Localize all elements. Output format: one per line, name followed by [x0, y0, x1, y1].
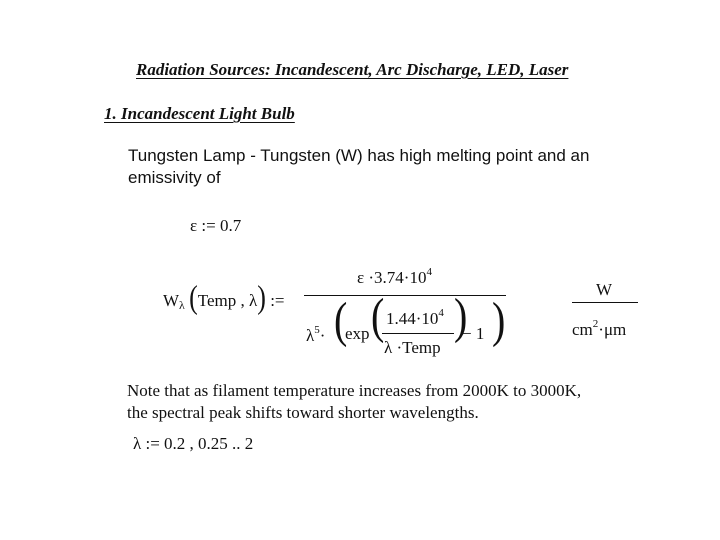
- units-numerator: W: [596, 280, 613, 299]
- lhs-w: W: [163, 291, 180, 310]
- lhs-lambda-subscript: λ: [179, 298, 185, 312]
- minus-one: − 1: [462, 324, 485, 343]
- inner-numerator-exponent: 4: [438, 307, 444, 319]
- big-open-paren: (: [334, 291, 348, 348]
- inner-fraction-bar: [382, 333, 454, 334]
- numerator-exponent: 4: [426, 266, 432, 278]
- note-paragraph: [127, 380, 581, 424]
- lhs-close-paren: ): [257, 279, 266, 316]
- intro-paragraph: [128, 145, 589, 189]
- inner-close-paren: ): [454, 287, 468, 344]
- inner-numerator: [386, 307, 444, 329]
- formula-numerator: [357, 266, 432, 288]
- units-cm-exponent: 2: [592, 318, 599, 330]
- lhs-arguments: Temp , λ: [197, 291, 258, 310]
- units-denominator: [572, 318, 626, 340]
- inner-open-paren: (: [371, 287, 385, 344]
- inner-denominator: λ ·Temp: [384, 338, 441, 357]
- intro-line-2: emissivity of: [128, 168, 221, 187]
- big-close-paren: ): [492, 291, 506, 348]
- denominator-dot: ·: [319, 326, 326, 345]
- denominator-lambda-symbol: λ: [306, 326, 315, 345]
- units-fraction-bar: [572, 302, 638, 303]
- note-line-2: the spectral peak shifts toward shorter wavelengths.: [127, 403, 479, 422]
- assign-operator: :=: [270, 291, 285, 310]
- units-cm: cm: [572, 320, 593, 339]
- numerator-text: ε ·3.74·10: [357, 268, 427, 287]
- formula-lhs: [163, 279, 285, 316]
- slide-title: Radiation Sources: Incandescent, Arc Discharge, LED, Laser: [136, 60, 569, 79]
- exp-function: exp: [345, 324, 370, 343]
- note-line-1: Note that as filament temperature increases from 2000K to 3000K,: [127, 381, 582, 400]
- intro-line-1: Tungsten Lamp - Tungsten (W) has high melting point and an: [128, 146, 590, 165]
- section-heading: 1. Incandescent Light Bulb: [104, 104, 295, 123]
- lambda-range-definition: λ := 0.2 , 0.25 .. 2: [133, 434, 254, 453]
- units-micrometer: ·μm: [598, 320, 627, 339]
- inner-numerator-text: 1.44·10: [386, 309, 439, 328]
- denominator-lambda: [306, 324, 325, 346]
- lhs-open-paren: (: [189, 279, 198, 316]
- epsilon-definition: ε := 0.7: [190, 216, 242, 235]
- denominator-lambda-exponent: 5: [314, 324, 320, 336]
